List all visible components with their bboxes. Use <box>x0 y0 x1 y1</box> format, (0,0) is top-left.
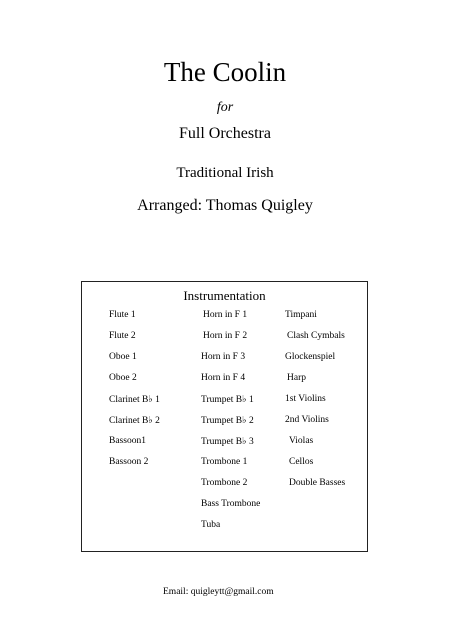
instrument-item: 1st Violins <box>285 394 326 404</box>
instrument-item: Tuba <box>201 520 221 530</box>
score-title: The Coolin <box>163 57 287 87</box>
instrument-item: Clash Cymbals <box>287 331 345 341</box>
contact-email: Email: quigleytt@gmail.com <box>163 587 274 597</box>
instrument-item: Trombone 2 <box>201 478 248 488</box>
instrument-item: Clarinet B♭ 1 <box>109 395 160 405</box>
instrument-item: Horn in F 3 <box>201 352 246 362</box>
instrument-item: Horn in F 1 <box>203 310 248 320</box>
instrument-item: Oboe 1 <box>109 352 137 362</box>
instrument-item: Bassoon1 <box>109 436 146 446</box>
instrument-item: Double Basses <box>289 478 346 488</box>
instrument-item: Violas <box>289 436 314 446</box>
for-label: for <box>216 100 234 115</box>
instrument-item: Harp <box>287 373 306 383</box>
instrument-item: Trumpet B♭ 1 <box>201 395 254 405</box>
instrument-item: Flute 2 <box>109 331 136 341</box>
instrument-item: Glockenspiel <box>285 352 336 362</box>
instrument-item: Bass Trombone <box>201 499 261 509</box>
instrument-item: Trombone 1 <box>201 457 248 467</box>
composer-credit: Traditional Irish <box>176 165 274 181</box>
instrument-item: Horn in F 2 <box>203 331 248 341</box>
instrument-item: Clarinet B♭ 2 <box>109 416 160 426</box>
instrument-item: Trumpet B♭ 2 <box>201 416 254 426</box>
instrument-item: Cellos <box>289 457 314 467</box>
instrument-item: Timpani <box>285 310 317 320</box>
instrument-item: Flute 1 <box>109 310 136 320</box>
arranger-credit: Arranged: Thomas Quigley <box>137 197 313 214</box>
instrument-item: Bassoon 2 <box>109 457 149 467</box>
instrument-item: Horn in F 4 <box>201 373 246 383</box>
instrument-item: Oboe 2 <box>109 373 137 383</box>
instrument-item: Trumpet B♭ 3 <box>201 437 254 447</box>
instrument-item: 2nd Violins <box>285 415 329 425</box>
instrumentation-heading: Instrumentation <box>183 288 266 303</box>
instrumentation-box <box>81 281 368 552</box>
ensemble-subtitle: Full Orchestra <box>179 125 271 142</box>
